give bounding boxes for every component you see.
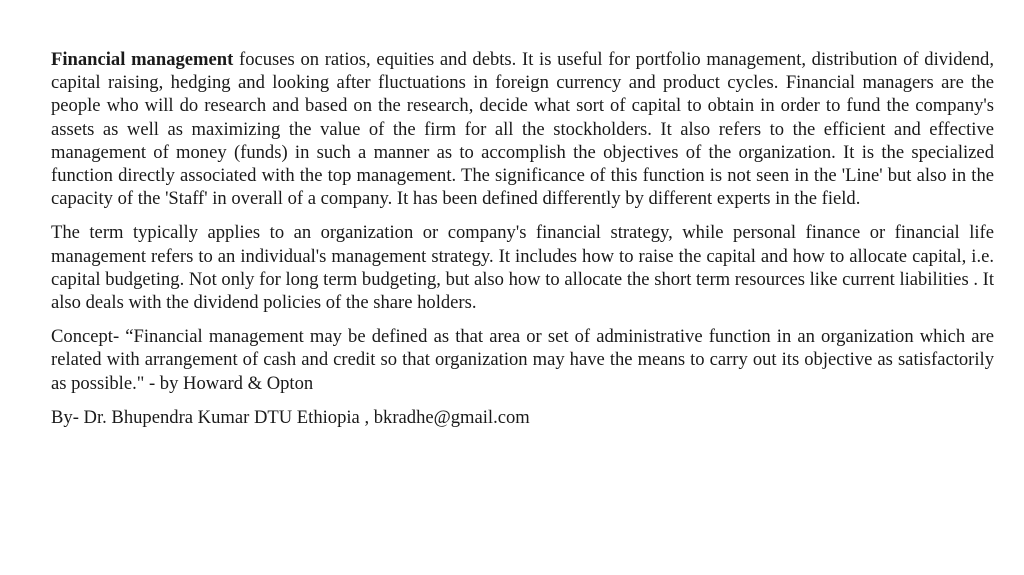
- term-financial-management: Financial management: [51, 49, 234, 70]
- author-credit: By- Dr. Bhupendra Kumar DTU Ethiopia , bkradhe@gmail.com: [51, 406, 530, 428]
- paragraph-scope: The term typically applies to an organization or company's financial strategy, while personal finance or financial life management refers to an individual's management strategy. It includes how to raise the capital and how to allocate capital, i.e. capital budgeting. Not only for long term budgeting, but also how to allocate the short term resources like current liabilities . It also deals with the dividend policies of the share holders.: [51, 222, 994, 314]
- paragraph-concept: Concept- “Financial management may be defined as that area or set of administrative function in an organization which are related with arrangement of cash and credit so that organization may have the means to carry out its objective as satisfactorily as possible." - by Howard & Opton: [51, 326, 994, 394]
- paragraph-definition: [51, 48, 994, 210]
- definition-text: focuses on ratios, equities and debts. It is useful for portfolio management, distribution of dividend, capital raising, hedging and looking after fluctuations in foreign currency and product cycles. Financial managers are the people who will do research and based on the research, decide what sort of capital to obtain in order to fund the company's assets as well as maximizing the value of the firm for all the stockholders. It also refers to the efficient and effective management of money (funds) in such a manner as to accomplish the objectives of the organization. It is the specialized function directly associated with the top management. The significance of this function is not seen in the 'Line' but also in the capacity of the 'Staff' in overall of a company. It has been defined differently by different experts in the field.: [51, 49, 994, 210]
